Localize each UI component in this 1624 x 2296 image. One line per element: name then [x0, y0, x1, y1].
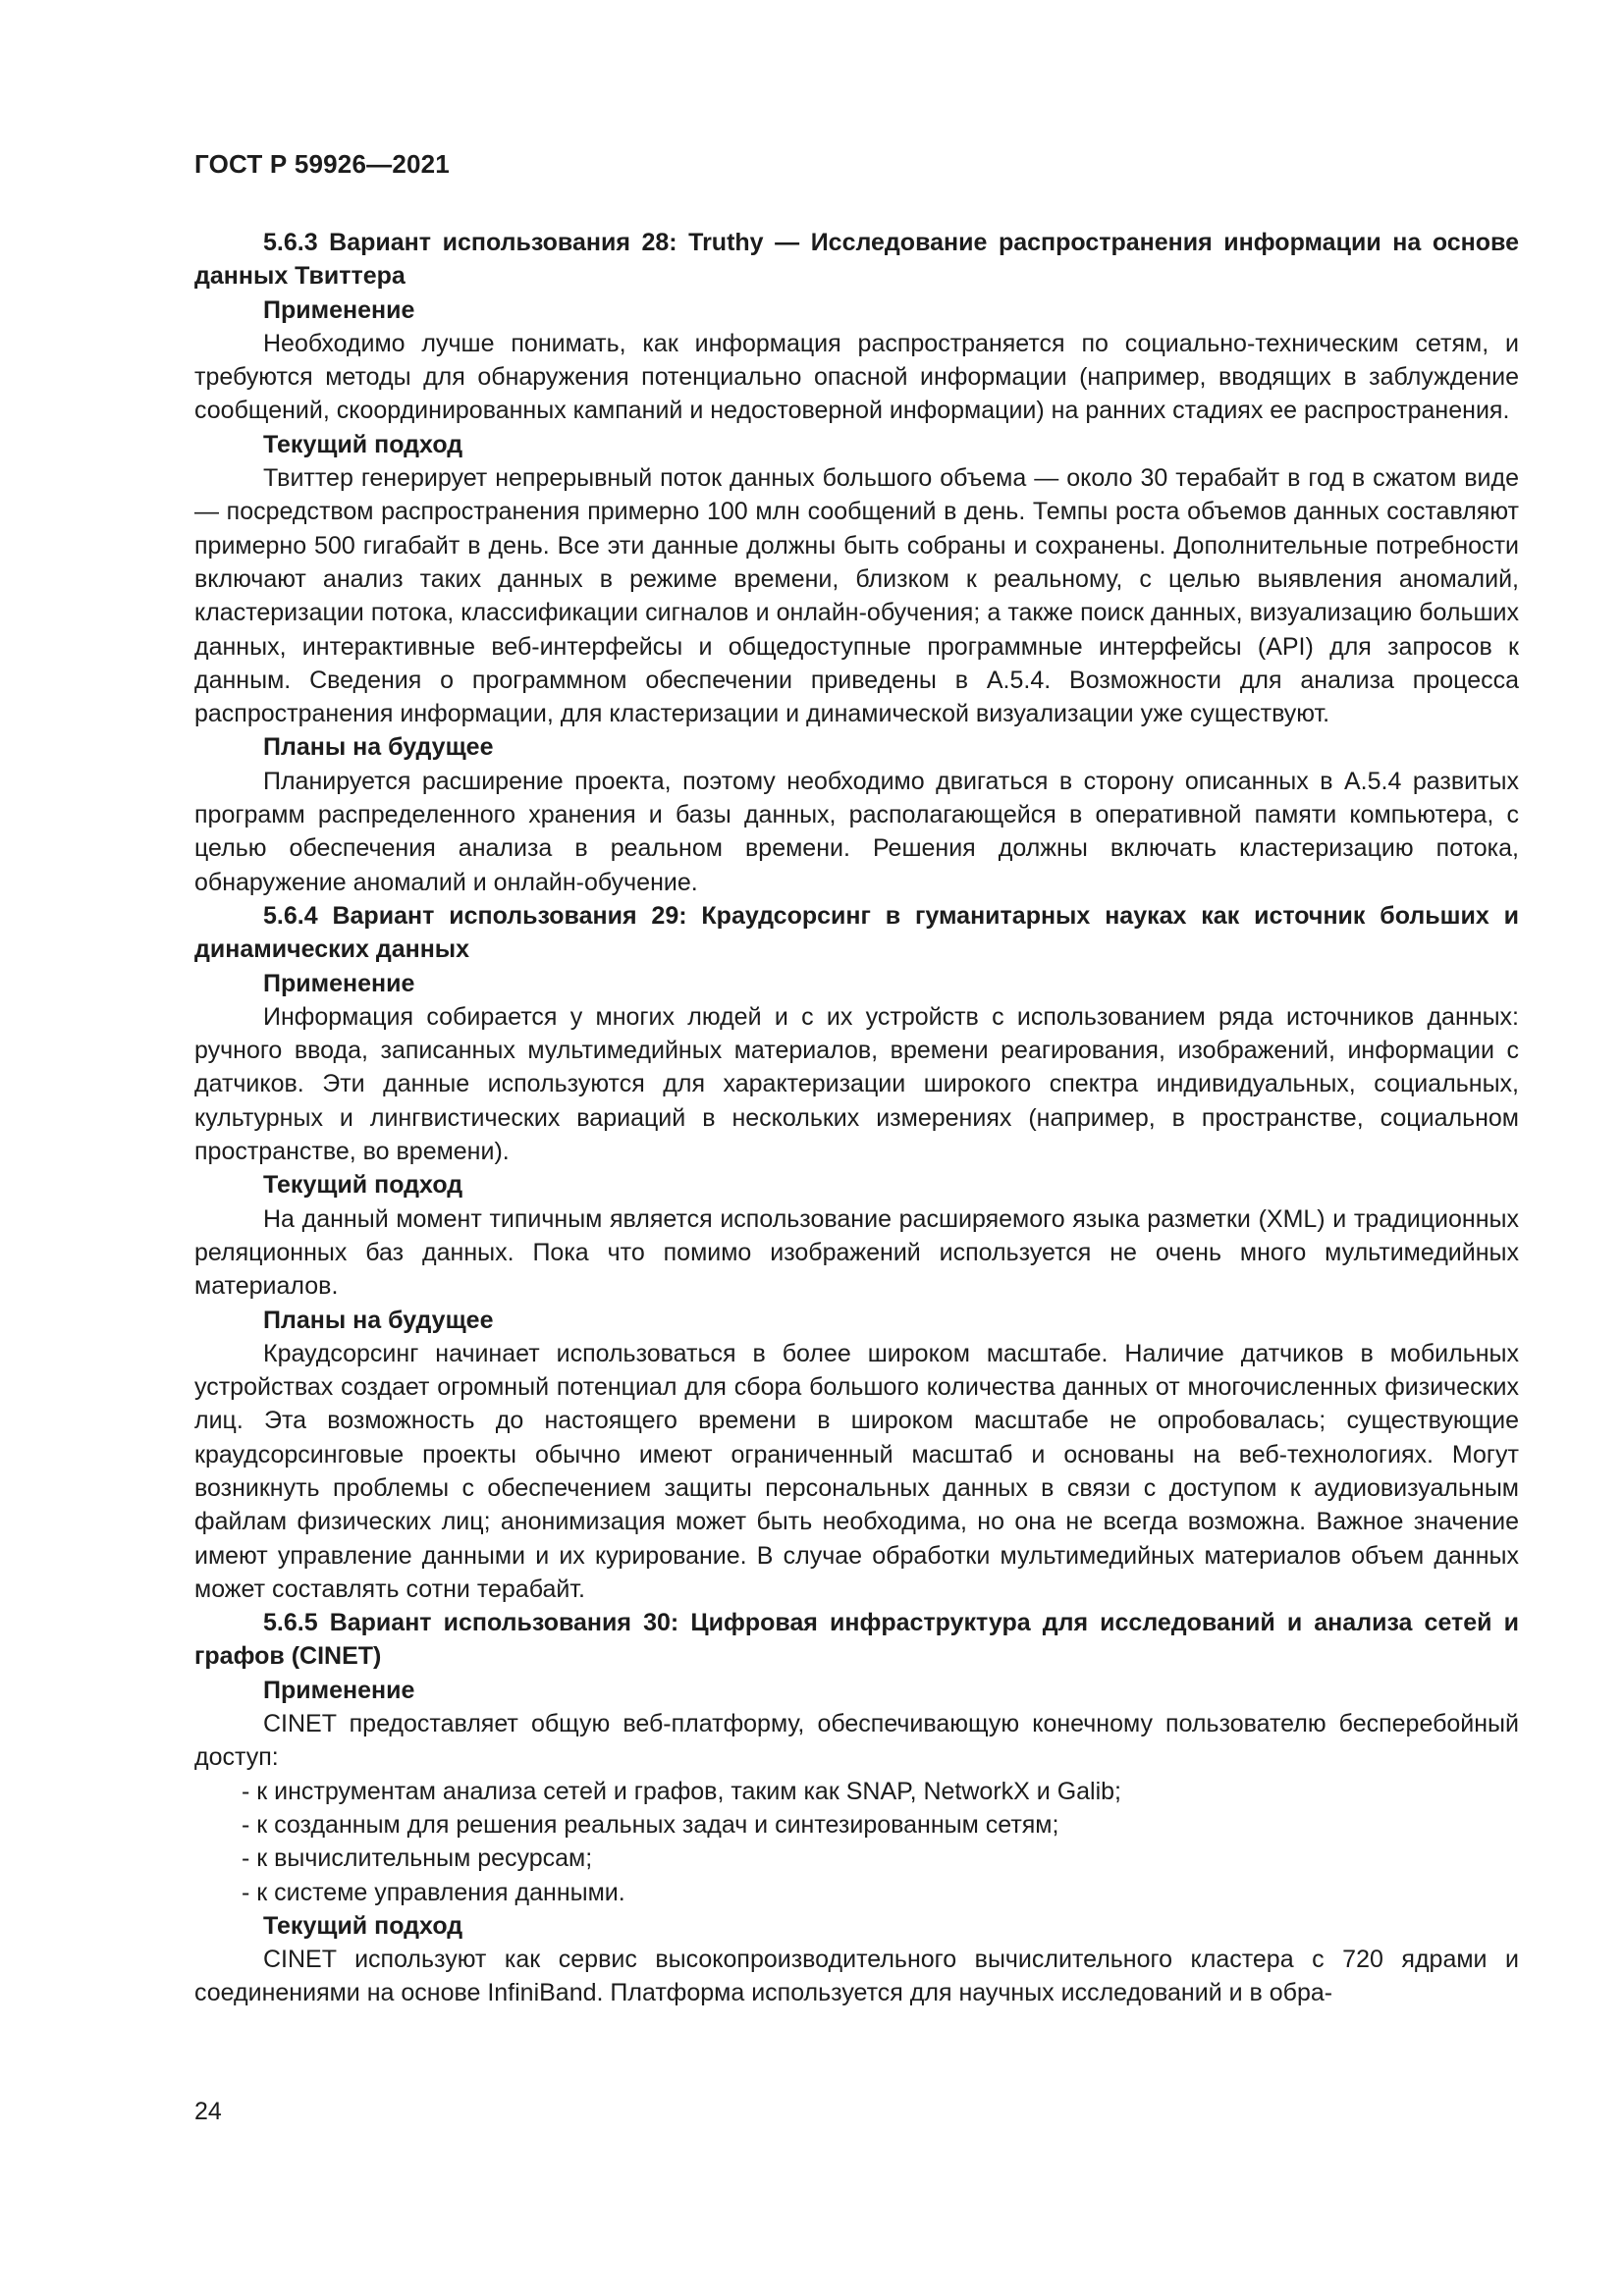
paragraph: Планируется расширение проекта, поэтому необходимо двигаться в сторону описанных в А.5.4 развитых программ распределенного хранения и базы данных, располагающейся в оперативной памяти компьютера, с целью обеспечения анализа в реальном времени. Решения должны включать кластеризацию потока, обнаружение аномалий и онлайн-обучение.: [194, 767, 1519, 896]
subheading-current-approach: Текущий подход: [263, 1911, 463, 1940]
paragraph: На данный момент типичным является использование расширяемого языка разметки (XML) и традиционных реляционных баз данных. Пока что помимо изображений используется не очень много мультимедийных материалов.: [194, 1204, 1519, 1301]
paragraph: Твиттер генерирует непрерывный поток данных большого объема — около 30 терабайт в год в сжатом виде — посредством распространения примерно 100 млн сообщений в день. Темпы роста объемов данных составляют примерно 500 гигабайт в день. Все эти данные должны быть собраны и сохранены. Дополнительные потребности включают анализ таких данных в режиме времени, близком к реальному, с целью выявления аномалий, кластеризации потока, классификации сигналов и онлайн-обучения; а также поиск данных, визуализацию больших данных, интерактивные веб-интерфейсы и общедоступные программные интерфейсы (API) для запросов к данным. Сведения о программном обеспечении приведены в А.5.4. Возможности для анализа процесса распространения информации, для кластеризации и динамической визуализации уже существуют.: [194, 464, 1519, 728]
paragraph: CINET используют как сервис высокопроизводительного вычислительного кластера с 720 ядрами и соединениями на основе InfiniBand. Платформа используется для научных исследований и в обра-: [194, 1946, 1519, 2007]
section-heading: 5.6.4 Вариант использования 29: Краудсорсинг в гуманитарных науках как источник больших и динамических данных: [194, 901, 1519, 964]
subheading-current-approach: Текущий подход: [263, 1171, 463, 1200]
subheading-future-plans: Планы на будущее: [263, 733, 494, 762]
document-code-header: ГОСТ Р 59926—2021: [194, 149, 450, 179]
subheading-application: Применение: [263, 969, 415, 997]
subheading-current-approach: Текущий подход: [263, 430, 463, 458]
page-number: 24: [194, 2098, 222, 2125]
list-item: - к вычислительным ресурсам;: [242, 1844, 593, 1873]
paragraph: Информация собирается у многих людей и с их устройств с использованием ряда источников данных: ручного ввода, записанных мультимедийных материалов, времени реагирования, изображений, информации с датчиков. Эти данные используются для характеризации широкого спектра индивидуальных, социальных, культурных и лингвистических вариаций в нескольких измерениях (например, в пространстве, социальном пространстве, во времени).: [194, 1002, 1519, 1166]
paragraph: Необходимо лучше понимать, как информация распространяется по социально-техническим сетям, и требуются методы для обнаружения потенциально опасной информации (например, вводящих в заблуждение сообщений, скоординированных кампаний и недостоверной информации) на ранних стадиях ее распространения.: [194, 329, 1519, 425]
subheading-future-plans: Планы на будущее: [263, 1306, 494, 1334]
document-body: [194, 226, 1519, 2010]
list-item: - к созданным для решения реальных задач и синтезированным сетям;: [242, 1810, 1059, 1839]
subheading-application: Применение: [263, 295, 415, 324]
section-heading: 5.6.3 Вариант использования 28: Truthy — Исследование распространения информации на основе данных Твиттера: [194, 229, 1519, 291]
paragraph: CINET предоставляет общую веб-платформу, обеспечивающую конечному пользователю бесперебойный доступ:: [194, 1710, 1519, 1772]
paragraph: Краудсорсинг начинает использоваться в более широком масштабе. Наличие датчиков в мобильных устройствах создает огромный потенциал для сбора большого количества данных от многочисленных физических лиц. Эта возможность до настоящего времени в широком масштабе не опробовалась; существующие краудсорсинговые проекты обычно имеют ограниченный масштаб и основаны на веб-технологиях. Могут возникнуть проблемы с обеспечением защиты персональных данных в связи с доступом к аудиовизуальным файлам физических лиц; анонимизация может быть необходима, но она не всегда возможна. Важное значение имеют управление данными и их курирование. В случае обработки мультимедийных материалов объем данных может составлять сотни терабайт.: [194, 1339, 1519, 1603]
list-item: - к инструментам анализа сетей и графов, таким как SNAP, NetworkX и Galib;: [242, 1777, 1121, 1805]
section-heading: 5.6.5 Вариант использования 30: Цифровая инфраструктура для исследований и анализа сетей и графов (CINET): [194, 1609, 1519, 1671]
list-item: - к системе управления данными.: [242, 1878, 625, 1906]
subheading-application: Применение: [263, 1676, 415, 1704]
